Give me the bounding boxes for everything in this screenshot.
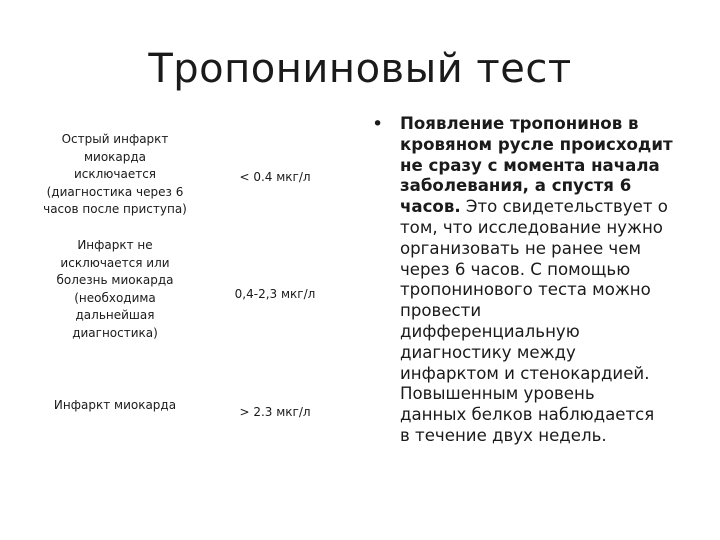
value-cell: < 0.4 мкг/л bbox=[239, 170, 311, 184]
value-cell: > 2.3 мкг/л bbox=[239, 405, 311, 419]
bullet-normal-text: Это свидетельствует о том, что исследование нужно организовать не ранее чем через 6 часов. С помощью тропонинового теста можно провести дифференциальную диагностику между инфарктом и стенокардией. Повышенным уровень данных белков наблюдается в течение двух недель. bbox=[400, 197, 668, 445]
bullet-icon: • bbox=[372, 113, 384, 135]
condition-cell: Инфаркт миокарда bbox=[53, 398, 177, 412]
value-cell: 0,4-2,3 мкг/л bbox=[234, 287, 316, 301]
slide-title: Тропониновый тест bbox=[148, 46, 572, 92]
bullet-paragraph bbox=[400, 114, 690, 447]
bullet-bold-text: Появление тропонинов в кровяном русле происходит не сразу с момента начала заболевания, а спустя 6 часов. bbox=[400, 114, 673, 217]
condition-cell: Инфаркт не исключается или болезнь миокарда (необходима дальнейшая диагностика) bbox=[56, 238, 174, 340]
condition-cell: Острый инфаркт миокарда исключается (диагностика через 6 часов после приступа) bbox=[43, 132, 187, 216]
